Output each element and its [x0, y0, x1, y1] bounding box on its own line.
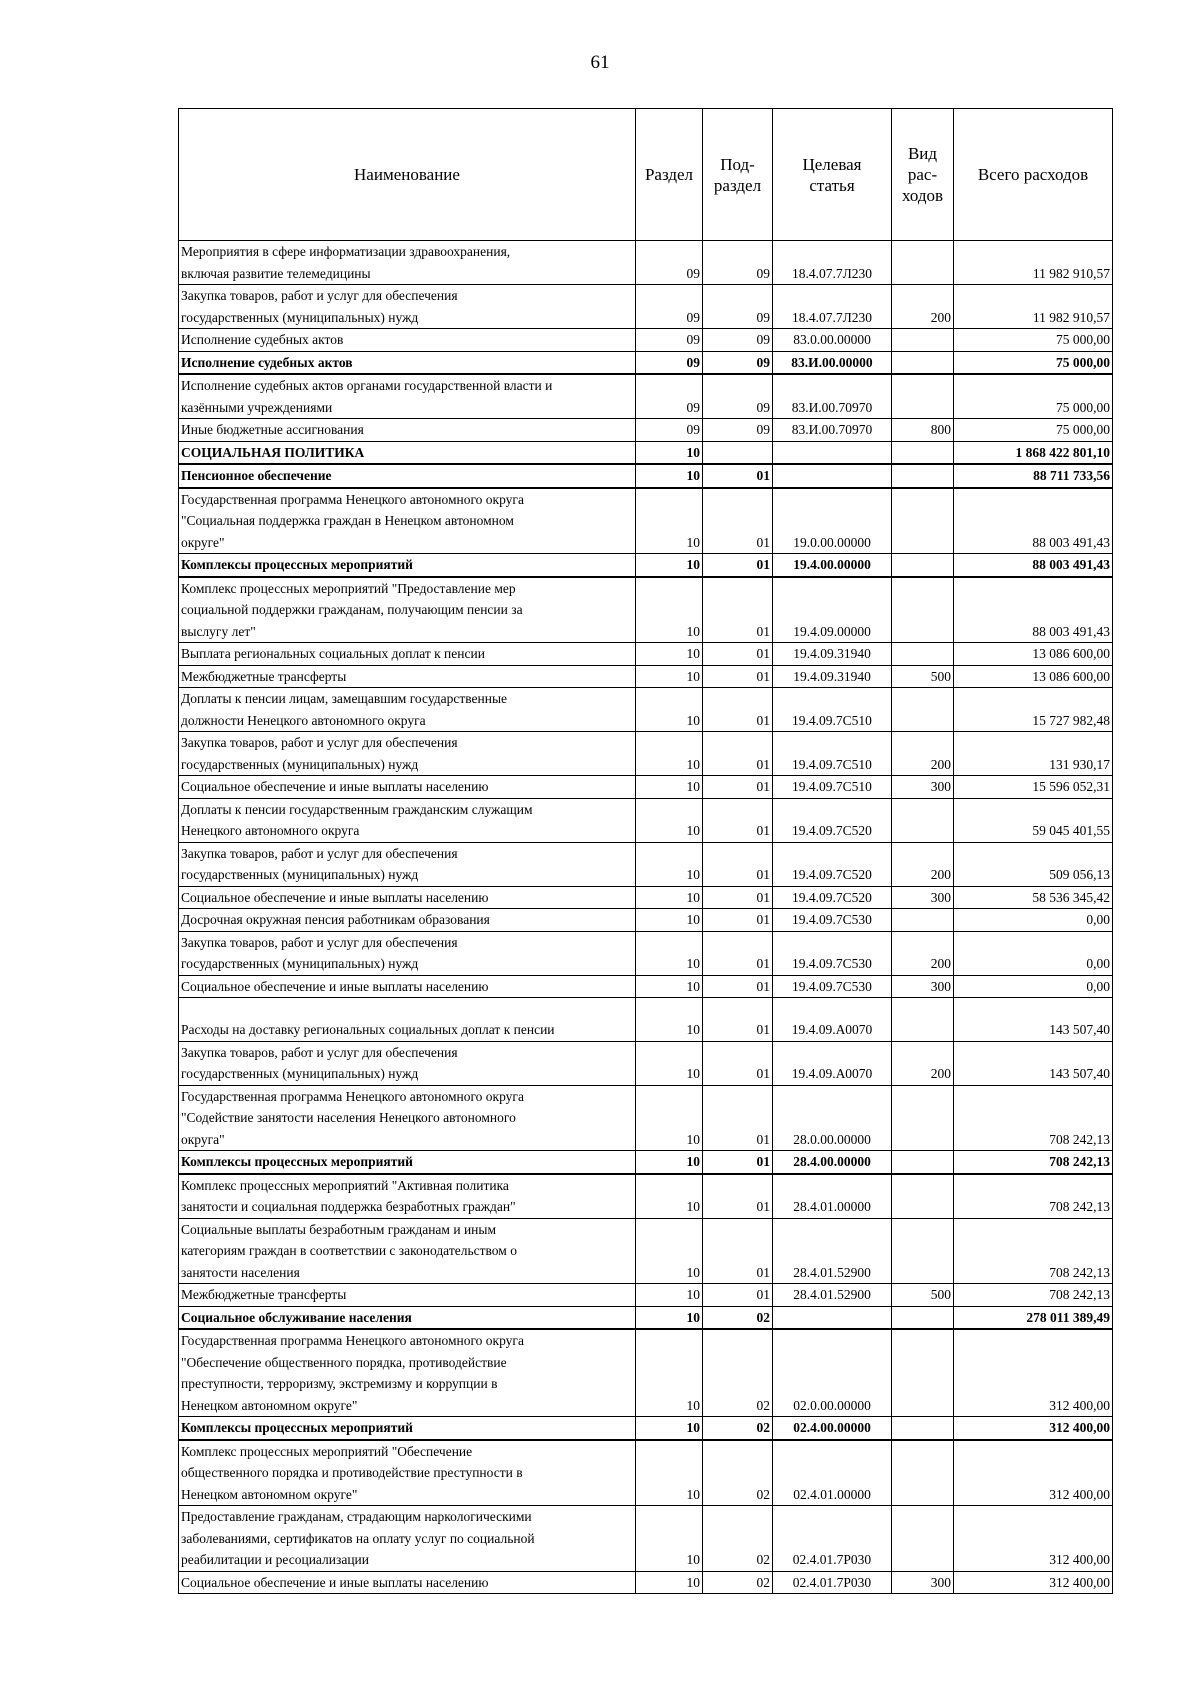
- row-total: 88 711 733,56: [954, 464, 1113, 488]
- table-row: [179, 488, 1113, 554]
- table-row: [179, 351, 1113, 374]
- row-kind: [892, 1174, 954, 1219]
- row-target: 19.4.09.7С530: [773, 975, 892, 998]
- row-name: Расходы на доставку региональных социальных доплат к пенсии: [179, 998, 636, 1042]
- row-target: 19.4.09.А0070: [773, 1041, 892, 1085]
- row-target: 19.4.09.7С510: [773, 688, 892, 732]
- row-total: 75 000,00: [954, 374, 1113, 419]
- row-section: 10: [636, 1174, 703, 1219]
- table-row: [179, 464, 1113, 488]
- row-section: 09: [636, 419, 703, 442]
- table-row: [179, 1329, 1113, 1417]
- row-kind: [892, 998, 954, 1042]
- row-name: Иные бюджетные ассигнования: [179, 419, 636, 442]
- row-total: 312 400,00: [954, 1417, 1113, 1440]
- row-name: Комплекс процессных мероприятий "Активная политика занятости и социальная поддержка безработных граждан": [179, 1174, 636, 1219]
- row-total: 88 003 491,43: [954, 554, 1113, 577]
- row-subsection: 09: [703, 374, 773, 419]
- row-section: 10: [636, 931, 703, 975]
- row-total: 15 596 052,31: [954, 776, 1113, 799]
- table-row: [179, 798, 1113, 842]
- row-section: 10: [636, 732, 703, 776]
- row-subsection: 01: [703, 643, 773, 666]
- table-row: [179, 776, 1113, 799]
- row-kind: [892, 554, 954, 577]
- row-section: 10: [636, 665, 703, 688]
- row-name: Закупка товаров, работ и услуг для обеспечения государственных (муниципальных) нужд: [179, 842, 636, 886]
- row-section: 10: [636, 1506, 703, 1572]
- row-name: Межбюджетные трансферты: [179, 1284, 636, 1307]
- row-kind: [892, 374, 954, 419]
- row-kind: [892, 1417, 954, 1440]
- row-target: 28.4.01.52900: [773, 1218, 892, 1284]
- table-row: [179, 329, 1113, 352]
- row-section: 10: [636, 909, 703, 932]
- row-section: 10: [636, 1440, 703, 1506]
- header-target: Целевая статья: [773, 109, 892, 241]
- table-row: [179, 732, 1113, 776]
- row-subsection: 02: [703, 1306, 773, 1329]
- row-subsection: 01: [703, 975, 773, 998]
- row-total: 143 507,40: [954, 998, 1113, 1042]
- row-subsection: 01: [703, 1174, 773, 1219]
- row-target: 83.И.00.00000: [773, 351, 892, 374]
- row-target: 19.4.09.31940: [773, 643, 892, 666]
- table-row: [179, 374, 1113, 419]
- row-subsection: 01: [703, 688, 773, 732]
- row-kind: [892, 464, 954, 488]
- row-name: Закупка товаров, работ и услуг для обеспечения государственных (муниципальных) нужд: [179, 732, 636, 776]
- row-subsection: 01: [703, 488, 773, 554]
- row-total: 11 982 910,57: [954, 285, 1113, 329]
- table-row: [179, 1506, 1113, 1572]
- row-total: 88 003 491,43: [954, 577, 1113, 643]
- row-target: [773, 1306, 892, 1329]
- row-section: 10: [636, 975, 703, 998]
- table-row: [179, 419, 1113, 442]
- row-section: 10: [636, 776, 703, 799]
- row-name: Доплаты к пенсии государственным гражданским служащим Ненецкого автономного округа: [179, 798, 636, 842]
- table-row: [179, 886, 1113, 909]
- table-row: [179, 998, 1113, 1042]
- row-total: 58 536 345,42: [954, 886, 1113, 909]
- row-target: 83.И.00.70970: [773, 374, 892, 419]
- row-name: Социальные выплаты безработным гражданам и иным категориям граждан в соответствии с законодательством о занятости населения: [179, 1218, 636, 1284]
- table-row: [179, 1218, 1113, 1284]
- row-subsection: 01: [703, 1085, 773, 1151]
- row-subsection: 01: [703, 577, 773, 643]
- row-kind: 200: [892, 285, 954, 329]
- table-row: [179, 688, 1113, 732]
- table-row: [179, 1417, 1113, 1440]
- row-kind: [892, 241, 954, 285]
- row-name: Закупка товаров, работ и услуг для обеспечения государственных (муниципальных) нужд: [179, 285, 636, 329]
- row-kind: [892, 441, 954, 464]
- row-section: 09: [636, 241, 703, 285]
- row-total: 312 400,00: [954, 1329, 1113, 1417]
- table-row: [179, 909, 1113, 932]
- row-total: 13 086 600,00: [954, 643, 1113, 666]
- row-kind: 200: [892, 1041, 954, 1085]
- row-target: 19.4.09.7С520: [773, 798, 892, 842]
- row-subsection: [703, 441, 773, 464]
- row-total: 708 242,13: [954, 1218, 1113, 1284]
- row-total: 15 727 982,48: [954, 688, 1113, 732]
- row-target: 19.4.09.31940: [773, 665, 892, 688]
- row-subsection: 01: [703, 998, 773, 1042]
- row-name: Исполнение судебных актов: [179, 351, 636, 374]
- row-subsection: 01: [703, 464, 773, 488]
- row-name: Доплаты к пенсии лицам, замещавшим государственные должности Ненецкого автономного округа: [179, 688, 636, 732]
- row-kind: 200: [892, 842, 954, 886]
- row-kind: 500: [892, 1284, 954, 1307]
- row-total: 1 868 422 801,10: [954, 441, 1113, 464]
- row-subsection: 02: [703, 1417, 773, 1440]
- row-name: Закупка товаров, работ и услуг для обеспечения государственных (муниципальных) нужд: [179, 1041, 636, 1085]
- row-name: Социальное обеспечение и иные выплаты населению: [179, 776, 636, 799]
- row-subsection: 01: [703, 665, 773, 688]
- table-row: [179, 1174, 1113, 1219]
- row-target: [773, 441, 892, 464]
- row-section: 10: [636, 1218, 703, 1284]
- row-subsection: 09: [703, 329, 773, 352]
- row-name: Пенсионное обеспечение: [179, 464, 636, 488]
- row-kind: [892, 1440, 954, 1506]
- row-kind: 200: [892, 732, 954, 776]
- row-subsection: 01: [703, 776, 773, 799]
- row-subsection: 01: [703, 1284, 773, 1307]
- row-subsection: 09: [703, 351, 773, 374]
- row-total: 0,00: [954, 931, 1113, 975]
- row-section: 10: [636, 1041, 703, 1085]
- row-target: 28.0.00.00000: [773, 1085, 892, 1151]
- row-section: 10: [636, 688, 703, 732]
- row-kind: [892, 1329, 954, 1417]
- table-row: [179, 577, 1113, 643]
- table-row: [179, 643, 1113, 666]
- row-kind: 200: [892, 931, 954, 975]
- row-total: 278 011 389,49: [954, 1306, 1113, 1329]
- table-row: [179, 554, 1113, 577]
- row-target: 18.4.07.7Л230: [773, 285, 892, 329]
- table-row: [179, 1306, 1113, 1329]
- row-section: 10: [636, 441, 703, 464]
- row-target: 19.4.09.7С510: [773, 776, 892, 799]
- row-section: 10: [636, 1284, 703, 1307]
- row-kind: [892, 351, 954, 374]
- row-subsection: 09: [703, 419, 773, 442]
- row-kind: [892, 909, 954, 932]
- row-kind: 300: [892, 1571, 954, 1594]
- table-row: [179, 665, 1113, 688]
- row-kind: [892, 1306, 954, 1329]
- row-section: 10: [636, 1571, 703, 1594]
- table-row: [179, 1041, 1113, 1085]
- row-name: Закупка товаров, работ и услуг для обеспечения государственных (муниципальных) нужд: [179, 931, 636, 975]
- row-section: 10: [636, 488, 703, 554]
- row-section: 09: [636, 329, 703, 352]
- row-name: Мероприятия в сфере информатизации здравоохранения, включая развитие телемедицины: [179, 241, 636, 285]
- row-total: 312 400,00: [954, 1571, 1113, 1594]
- row-section: 09: [636, 351, 703, 374]
- budget-table: [178, 108, 1113, 1594]
- row-subsection: 01: [703, 732, 773, 776]
- row-section: 10: [636, 1085, 703, 1151]
- table-row: [179, 1085, 1113, 1151]
- row-kind: [892, 577, 954, 643]
- header-name: Наименование: [179, 109, 636, 241]
- row-target: 19.4.09.7С520: [773, 886, 892, 909]
- row-kind: [892, 643, 954, 666]
- row-target: 28.4.00.00000: [773, 1151, 892, 1174]
- row-target: 02.4.00.00000: [773, 1417, 892, 1440]
- table-row: [179, 441, 1113, 464]
- row-total: 131 930,17: [954, 732, 1113, 776]
- row-subsection: 01: [703, 1041, 773, 1085]
- row-total: 13 086 600,00: [954, 665, 1113, 688]
- row-kind: [892, 329, 954, 352]
- row-section: 10: [636, 1417, 703, 1440]
- row-name: Комплексы процессных мероприятий: [179, 554, 636, 577]
- table-header-row: [179, 109, 1113, 241]
- row-section: 10: [636, 554, 703, 577]
- row-section: 10: [636, 886, 703, 909]
- row-section: 10: [636, 464, 703, 488]
- row-subsection: 02: [703, 1571, 773, 1594]
- row-target: 02.4.01.7Р030: [773, 1506, 892, 1572]
- row-total: 708 242,13: [954, 1151, 1113, 1174]
- row-total: 708 242,13: [954, 1174, 1113, 1219]
- row-total: 708 242,13: [954, 1085, 1113, 1151]
- row-subsection: 01: [703, 798, 773, 842]
- row-name: Исполнение судебных актов: [179, 329, 636, 352]
- table-row: [179, 931, 1113, 975]
- row-name: Комплекс процессных мероприятий "Обеспечение общественного порядка и противодействие преступности в Ненецком автономном округе": [179, 1440, 636, 1506]
- table-row: [179, 241, 1113, 285]
- table-row: [179, 842, 1113, 886]
- row-subsection: 01: [703, 909, 773, 932]
- row-target: [773, 464, 892, 488]
- row-total: 312 400,00: [954, 1440, 1113, 1506]
- table-body: [179, 241, 1113, 1594]
- header-subsection: Под- раздел: [703, 109, 773, 241]
- row-section: 10: [636, 643, 703, 666]
- row-name: Социальное обеспечение и иные выплаты населению: [179, 1571, 636, 1594]
- row-subsection: 02: [703, 1440, 773, 1506]
- row-subsection: 01: [703, 931, 773, 975]
- row-kind: [892, 1151, 954, 1174]
- row-kind: 800: [892, 419, 954, 442]
- row-kind: 300: [892, 886, 954, 909]
- row-target: 19.4.09.00000: [773, 577, 892, 643]
- row-target: 19.4.09.7С510: [773, 732, 892, 776]
- row-target: 02.4.01.00000: [773, 1440, 892, 1506]
- row-kind: 300: [892, 776, 954, 799]
- row-total: 75 000,00: [954, 329, 1113, 352]
- row-section: 10: [636, 998, 703, 1042]
- row-subsection: 02: [703, 1329, 773, 1417]
- header-total: Всего расходов: [954, 109, 1113, 241]
- table-row: [179, 1151, 1113, 1174]
- row-total: 11 982 910,57: [954, 241, 1113, 285]
- row-section: 10: [636, 577, 703, 643]
- row-total: 509 056,13: [954, 842, 1113, 886]
- row-name: Государственная программа Ненецкого автономного округа "Социальная поддержка граждан в Ненецком автономном округе": [179, 488, 636, 554]
- row-kind: 300: [892, 975, 954, 998]
- row-target: 19.4.00.00000: [773, 554, 892, 577]
- row-target: 28.4.01.52900: [773, 1284, 892, 1307]
- row-kind: [892, 488, 954, 554]
- row-target: 19.4.09.7С530: [773, 931, 892, 975]
- row-total: 312 400,00: [954, 1506, 1113, 1572]
- row-name: Государственная программа Ненецкого автономного округа "Содействие занятости населения Ненецкого автономного округа": [179, 1085, 636, 1151]
- row-target: 02.0.00.00000: [773, 1329, 892, 1417]
- row-section: 10: [636, 1329, 703, 1417]
- row-section: 09: [636, 285, 703, 329]
- table-row: [179, 1571, 1113, 1594]
- row-kind: [892, 1506, 954, 1572]
- row-target: 18.4.07.7Л230: [773, 241, 892, 285]
- row-target: 83.0.00.00000: [773, 329, 892, 352]
- row-subsection: 01: [703, 1151, 773, 1174]
- row-name: Межбюджетные трансферты: [179, 665, 636, 688]
- row-subsection: 09: [703, 241, 773, 285]
- row-target: 19.4.09.7С520: [773, 842, 892, 886]
- row-name: Комплекс процессных мероприятий "Предоставление мер социальной поддержки гражданам, получающим пенсии за выслугу лет": [179, 577, 636, 643]
- row-subsection: 01: [703, 886, 773, 909]
- row-total: 75 000,00: [954, 419, 1113, 442]
- row-name: Выплата региональных социальных доплат к пенсии: [179, 643, 636, 666]
- row-total: 88 003 491,43: [954, 488, 1113, 554]
- row-subsection: 01: [703, 1218, 773, 1284]
- row-name: Комплексы процессных мероприятий: [179, 1417, 636, 1440]
- row-total: 143 507,40: [954, 1041, 1113, 1085]
- page-number: 61: [590, 52, 610, 73]
- row-name: Предоставление гражданам, страдающим наркологическими заболеваниями, сертификатов на оплату услуг по социальной реабилитации и ресоциализации: [179, 1506, 636, 1572]
- row-name: Государственная программа Ненецкого автономного округа "Обеспечение общественного порядка, противодействие преступности, терроризму, экстремизму и коррупции в Ненецком автономном округе": [179, 1329, 636, 1417]
- row-target: 19.4.09.7С530: [773, 909, 892, 932]
- row-name: Исполнение судебных актов органами государственной власти и казёнными учреждениями: [179, 374, 636, 419]
- row-total: 0,00: [954, 975, 1113, 998]
- row-name: Досрочная окружная пенсия работникам образования: [179, 909, 636, 932]
- row-kind: [892, 798, 954, 842]
- header-kind: Вид рас- ходов: [892, 109, 954, 241]
- row-target: 02.4.01.7Р030: [773, 1571, 892, 1594]
- row-subsection: 01: [703, 554, 773, 577]
- row-target: 28.4.01.00000: [773, 1174, 892, 1219]
- row-total: 708 242,13: [954, 1284, 1113, 1307]
- row-section: 09: [636, 374, 703, 419]
- header-section: Раздел: [636, 109, 703, 241]
- row-target: 19.4.09.А0070: [773, 998, 892, 1042]
- row-name: Социальное обслуживание населения: [179, 1306, 636, 1329]
- row-subsection: 02: [703, 1506, 773, 1572]
- table-row: [179, 1284, 1113, 1307]
- row-subsection: 09: [703, 285, 773, 329]
- row-name: Социальное обеспечение и иные выплаты населению: [179, 975, 636, 998]
- table-row: [179, 285, 1113, 329]
- row-total: 75 000,00: [954, 351, 1113, 374]
- row-total: 59 045 401,55: [954, 798, 1113, 842]
- row-kind: 500: [892, 665, 954, 688]
- row-kind: [892, 1085, 954, 1151]
- table-row: [179, 1440, 1113, 1506]
- row-name: Социальное обеспечение и иные выплаты населению: [179, 886, 636, 909]
- row-target: 83.И.00.70970: [773, 419, 892, 442]
- row-subsection: 01: [703, 842, 773, 886]
- row-section: 10: [636, 842, 703, 886]
- row-section: 10: [636, 1151, 703, 1174]
- row-kind: [892, 688, 954, 732]
- row-kind: [892, 1218, 954, 1284]
- row-name: Комплексы процессных мероприятий: [179, 1151, 636, 1174]
- row-total: 0,00: [954, 909, 1113, 932]
- row-target: 19.0.00.00000: [773, 488, 892, 554]
- table-row: [179, 975, 1113, 998]
- row-section: 10: [636, 1306, 703, 1329]
- row-name: СОЦИАЛЬНАЯ ПОЛИТИКА: [179, 441, 636, 464]
- row-section: 10: [636, 798, 703, 842]
